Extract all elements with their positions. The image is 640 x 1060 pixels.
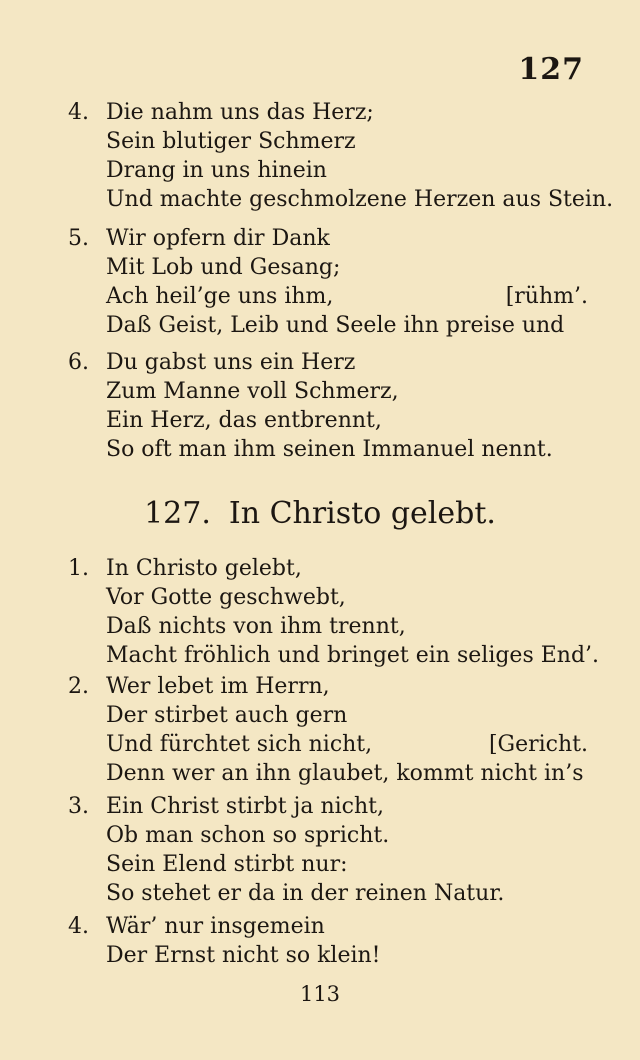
turnover-word: [Gericht.: [488, 732, 588, 757]
verse-line: Macht fröhlich und bringet ein seliges End’.: [106, 643, 600, 668]
running-hymn-number: 127: [518, 52, 584, 87]
verse-line: Ein Herz, das entbrennt,: [106, 408, 382, 433]
stanza-126-5: [68, 224, 588, 340]
verse-line: Und machte geschmolzene Herzen aus Stein.: [106, 187, 614, 212]
verse-line: Daß nichts von ihm trennt,: [106, 614, 406, 639]
verse-line: Die nahm uns das Herz;: [106, 100, 374, 125]
stanza-number: 4.: [68, 914, 89, 939]
verse-line: In Christo gelebt,: [106, 556, 302, 581]
verse-line: Du gabst uns ein Herz: [106, 350, 356, 375]
page-number: 113: [299, 982, 341, 1006]
verse-line: Und fürchtet sich nicht, [Gericht.: [106, 732, 588, 757]
verse-line: Ob man schon so spricht.: [106, 823, 390, 848]
turnover-word: [rühm’.: [505, 284, 588, 309]
verse-line: Ach heil’ge uns ihm, [rühm’.: [106, 284, 588, 309]
verse-line: Wir opfern dir Dank: [106, 226, 330, 251]
stanza-127-2: [68, 672, 588, 788]
hymn-title: [0, 496, 640, 531]
stanza-127-4: [68, 912, 588, 970]
stanza-number: 2.: [68, 674, 89, 699]
stanza-number: 1.: [68, 556, 89, 581]
verse-line: So stehet er da in der reinen Natur.: [106, 881, 505, 906]
stanza-number: 5.: [68, 226, 89, 251]
stanza-126-4: [68, 98, 614, 214]
stanza-127-3: [68, 792, 588, 908]
verse-line: Sein Elend stirbt nur:: [106, 852, 348, 877]
verse-line: Zum Manne voll Schmerz,: [106, 379, 399, 404]
verse-line: Sein blutiger Schmerz: [106, 129, 356, 154]
stanza-127-1: [68, 554, 600, 670]
verse-line: Wer lebet im Herrn,: [106, 674, 330, 699]
verse-line: Daß Geist, Leib und Seele ihn preise und: [106, 313, 565, 338]
verse-line: Drang in uns hinein: [106, 158, 327, 183]
verse-line: Vor Gotte geschwebt,: [106, 585, 346, 610]
hymn-number: 127.: [144, 496, 211, 531]
verse-line: So oft man ihm seinen Immanuel nennt.: [106, 437, 553, 462]
verse-line: Der stirbet auch gern: [106, 703, 348, 728]
hymn-title-text: In Christo gelebt.: [228, 496, 496, 531]
verse-line: Wär’ nur insgemein: [106, 914, 325, 939]
verse-line: Ein Christ stirbt ja nicht,: [106, 794, 384, 819]
stanza-126-6: [68, 348, 588, 464]
stanza-number: 3.: [68, 794, 89, 819]
verse-line: Der Ernst nicht so klein!: [106, 943, 381, 968]
verse-line: Denn wer an ihn glaubet, kommt nicht in’s: [106, 761, 584, 786]
stanza-number: 4.: [68, 100, 89, 125]
stanza-number: 6.: [68, 350, 89, 375]
verse-line: Mit Lob und Gesang;: [106, 255, 341, 280]
